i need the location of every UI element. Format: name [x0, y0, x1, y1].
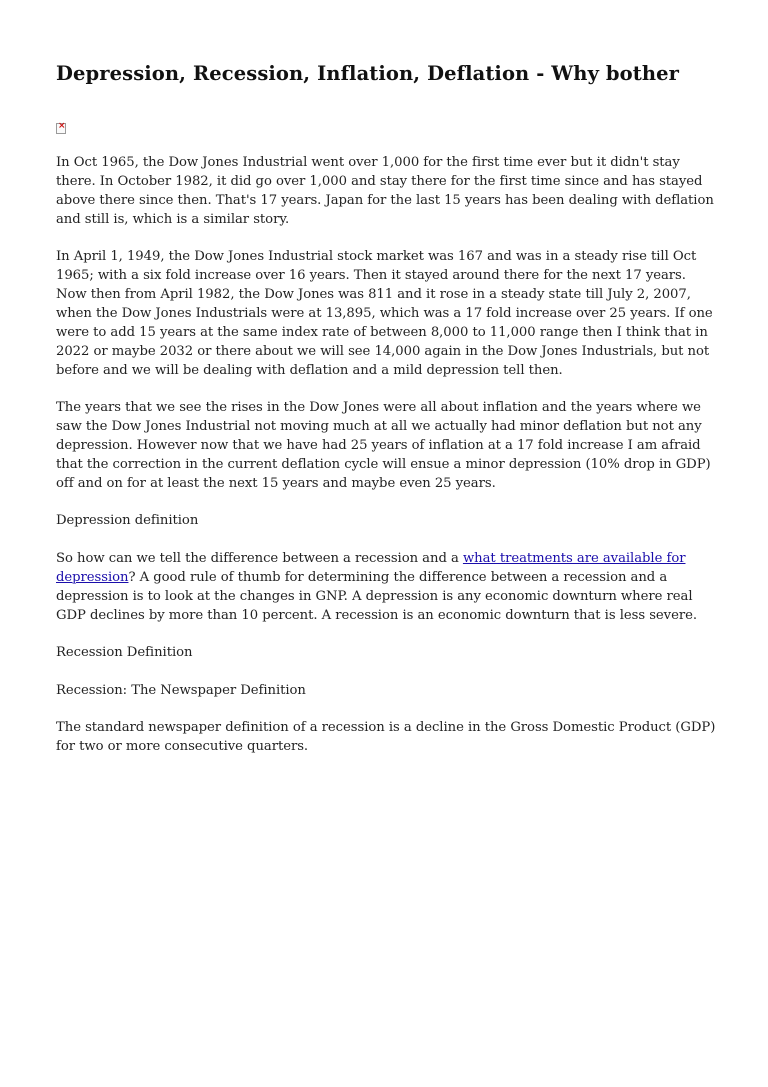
- paragraph-recession-vs-depression: [56, 550, 720, 626]
- paragraph-text-before-link: So how can we tell the difference between a recession and a: [56, 550, 463, 566]
- depression-treatments-link[interactable]: what treatments are available for depression: [56, 550, 686, 585]
- paragraph-inflation-cycles: The years that we see the rises in the Dow Jones were all about inflation and the years where we saw the Dow Jones Industrial not moving much at all we actually had minor deflation but not any depression. However now that we have had 25 years of inflation at a 17 fold increase I am afraid that the correction in the current deflation cycle will ensue a minor depression (10% drop in GDP) off and on for at least the next 15 years and maybe even 25 years.: [56, 400, 711, 491]
- heading-depression-definition: Depression definition: [56, 513, 199, 529]
- paragraph-dow-growth: In April 1, 1949, the Dow Jones Industrial stock market was 167 and was in a steady rise till Oct 1965; with a six fold increase over 16 years. Then it stayed around there for the next 17 years. Now then from April 1982, the Dow Jones was 811 and it rose in a steady state till July 2, 2007, when the Dow Jones Industrials were at 13,895, which was a 17 fold increase over 25 years. If one were to add 15 years at the same index rate of between 8,000 to 11,000 range then I think that in 2022 or maybe 2032 or there about we will see 14,000 again in the Dow Jones Industrials, but not before and we will be dealing with deflation and a mild depression tell then.: [56, 249, 713, 378]
- heading-newspaper-definition: Recession: The Newspaper Definition: [56, 682, 306, 698]
- paragraph-dow-history: In Oct 1965, the Dow Jones Industrial went over 1,000 for the first time ever but it didn't stay there. In October 1982, it did go over 1,000 and stay there for the first time since and has stayed above there since then. That's 17 years. Japan for the last 15 years has been dealing with deflation and still is, which is a similar story.: [56, 155, 714, 227]
- document-body: [56, 154, 720, 775]
- heading-recession-definition: Recession Definition: [56, 645, 193, 660]
- paragraph-newspaper-definition: The standard newspaper definition of a recession is a decline in the Gross Domestic Product (GDP) for two or more consecutive quarters.: [56, 720, 716, 754]
- document-title: Depression, Recession, Inflation, Deflation - Why bother: [56, 62, 680, 85]
- paragraph-text-after-link: ? A good rule of thumb for determining the difference between a recession and a depression is to look at the changes in GNP. A depression is any economic downturn where real GDP declines by more than 10 percent. A recession is an economic downturn that is less severe.: [56, 569, 697, 623]
- broken-image-icon: ×: [56, 123, 66, 134]
